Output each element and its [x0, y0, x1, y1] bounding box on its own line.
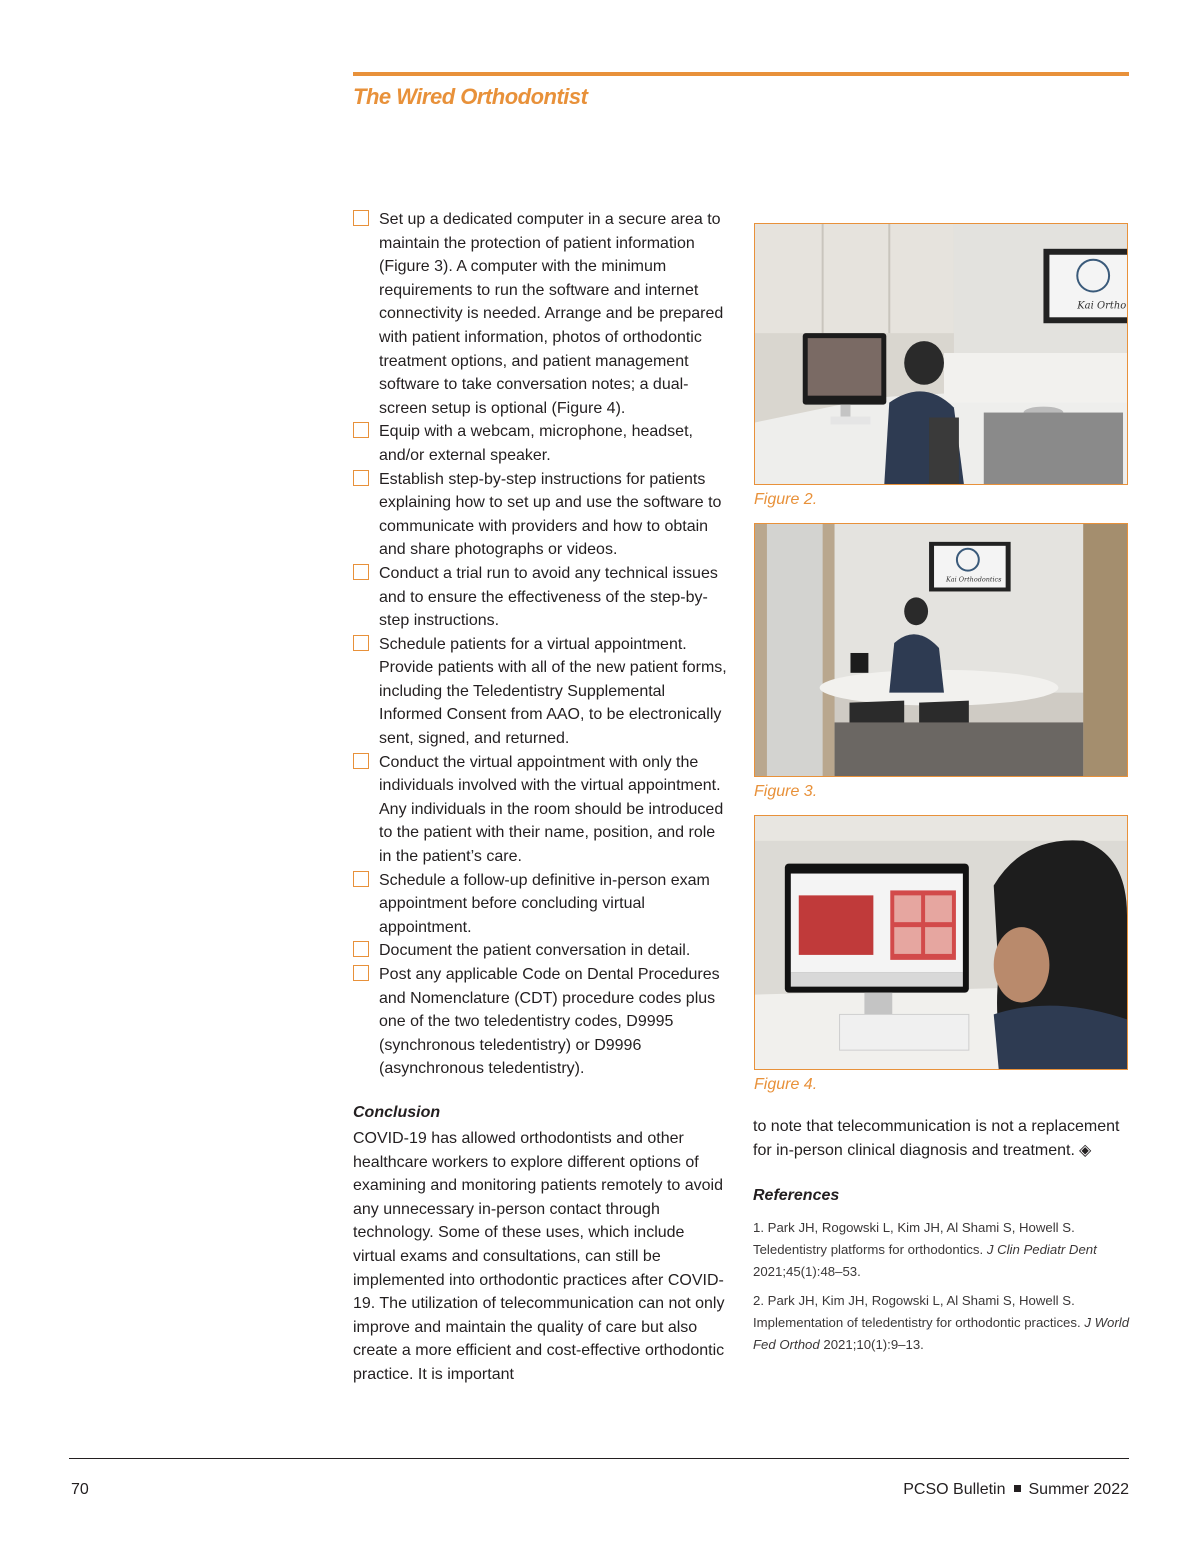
header-rule	[353, 72, 1129, 76]
conclusion-heading: Conclusion	[353, 1104, 441, 1121]
checklist-item	[353, 468, 731, 562]
conclusion-body: COVID-19 has allowed orthodontists and other healthcare workers to explore different options of examining and monitoring patients remotely to avoid any unnecessary in-person contact through technology. Some of these uses, which include virtual exams and consultations, can still be implemented into orthodontic practices after COVID-19. The utilization of telecommunication can not only improve and maintain the quality of care but also create a more efficient and cost-effective orthodontic practice. It is important	[353, 1130, 725, 1383]
checkbox-icon	[353, 941, 369, 957]
checkbox-icon	[353, 422, 369, 438]
checklist-item-text: Establish step-by-step instructions for patients explaining how to set up and use the software to communicate with providers and how to obtain and share photographs or videos.	[379, 470, 722, 559]
checkbox-icon	[353, 470, 369, 486]
tv-logo-text: Kai Ortho	[1077, 300, 1127, 312]
checkbox-icon	[353, 635, 369, 651]
section-title: The Wired Orthodontist	[353, 84, 588, 109]
checklist-item	[353, 633, 731, 751]
checklist-item	[353, 562, 731, 633]
checklist-item-text: Set up a dedicated computer in a secure area to maintain the protection of patient information (Figure 3). A computer with the minimum requirements to run the software and internet connectivity is needed. Arrange and be prepared with patient information, photos of orthodontic treatment options, and patient management software to take conversation notes; a dual-screen setup is optional (Figure 4).	[379, 211, 724, 417]
footer-publication	[903, 1481, 1129, 1499]
figure-2-photo	[754, 223, 1128, 485]
checklist-item	[353, 420, 731, 467]
checklist-item	[353, 751, 731, 869]
end-mark-icon: ◈	[1078, 1141, 1092, 1159]
conclusion-continuation-text: to note that telecommunication is not a replacement for in-person clinical diagnosis and treatment.	[753, 1118, 1120, 1159]
issue-name: Summer 2022	[1028, 1481, 1129, 1498]
figure-3-caption: Figure 3.	[754, 783, 818, 800]
checkbox-icon	[353, 871, 369, 887]
checklist-item-text: Schedule a follow-up definitive in-person exam appointment before concluding virtual appointment.	[379, 871, 710, 936]
checklist	[353, 208, 731, 1081]
square-bullet-icon	[1014, 1485, 1021, 1492]
references-heading: References	[753, 1187, 840, 1204]
reference-journal: J World Fed Orthod	[753, 1315, 1130, 1352]
footer-rule	[69, 1458, 1129, 1459]
checklist-item	[353, 963, 731, 1081]
reference-item	[753, 1290, 1133, 1356]
figure-4-caption: Figure 4.	[754, 1076, 818, 1093]
reference-item	[753, 1217, 1133, 1283]
tv-logo-text: Kai Orthodontics	[945, 575, 1002, 584]
checkbox-icon	[353, 965, 369, 981]
figure-3-photo	[754, 523, 1128, 777]
reference-journal: J Clin Pediatr Dent	[986, 1242, 1097, 1257]
reference-text: 2. Park JH, Kim JH, Rogowski L, Al Shami S, Howell S. Implementation of teledentistry for orthodontic practices.	[753, 1293, 1081, 1330]
page-number: 70	[71, 1481, 89, 1498]
figure-4-photo	[754, 815, 1128, 1070]
reference-text: 1. Park JH, Rogowski L, Kim JH, Al Shami S, Howell S. Teledentistry platforms for orthodontics.	[753, 1220, 1075, 1257]
checkbox-icon	[353, 753, 369, 769]
checkbox-icon	[353, 564, 369, 580]
reference-citation: 2021;45(1):48–53.	[753, 1264, 861, 1279]
checklist-item-text: Equip with a webcam, microphone, headset, and/or external speaker.	[379, 423, 693, 464]
publication-name: PCSO Bulletin	[903, 1481, 1006, 1498]
checkbox-icon	[353, 210, 369, 226]
checklist-item-text: Document the patient conversation in detail.	[379, 942, 691, 960]
checklist-item	[353, 869, 731, 940]
figure-2-caption: Figure 2.	[754, 491, 818, 508]
checklist-item-text: Schedule patients for a virtual appointment. Provide patients with all of the new patient forms, including the Teledentistry Supplemental Informed Consent from AAO, to be electronically sent, signed, and returned.	[379, 635, 727, 748]
checklist-item	[353, 939, 731, 963]
checklist-item-text: Conduct the virtual appointment with only the individuals involved with the virtual appointment. Any individuals in the room should be introduced to the patient with their name, position, and role in the patient’s care.	[379, 753, 724, 866]
reference-citation: 2021;10(1):9–13.	[823, 1337, 924, 1352]
conclusion-continuation	[753, 1115, 1133, 1162]
checklist-item-text: Conduct a trial run to avoid any technical issues and to ensure the effectiveness of the step-by-step instructions.	[379, 564, 718, 630]
checklist-item	[353, 208, 731, 420]
checklist-item-text: Post any applicable Code on Dental Procedures and Nomenclature (CDT) procedure codes plus one of the two teledentistry codes, D9995 (synchronous teledentistry) or D9996 (asynchronous teledentistry).	[379, 966, 720, 1078]
